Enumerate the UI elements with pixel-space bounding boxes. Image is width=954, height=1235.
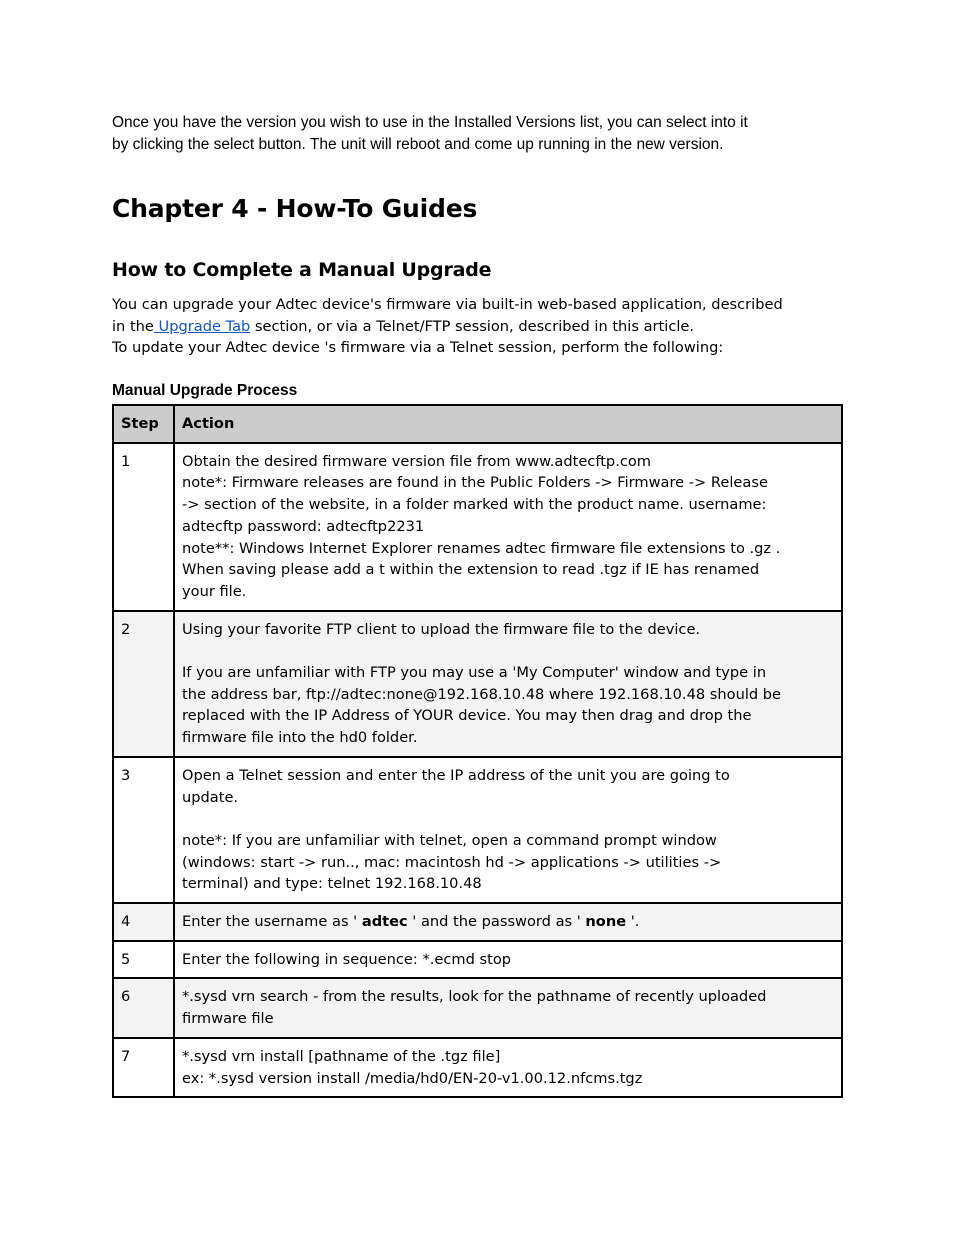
- chapter-title: Chapter 4 - How-To Guides: [112, 194, 478, 223]
- action-line: (windows: start -> run.., mac: macintosh hd -> applications -> utilities ->: [182, 853, 722, 871]
- step-action: [174, 1038, 842, 1097]
- step-action: [174, 978, 842, 1037]
- step-number: 7: [113, 1038, 174, 1097]
- step-number: 1: [113, 443, 174, 611]
- action-line: -> section of the website, in a folder marked with the product name. username:: [182, 496, 767, 514]
- action-line: When saving please add a t within the extension to read .tgz if IE has renamed: [182, 561, 760, 579]
- table-row: [113, 1038, 842, 1097]
- username-value: adtec: [361, 913, 408, 931]
- document-page: [112, 112, 844, 1087]
- action-line: *.sysd vrn install [pathname of the .tgz file]: [182, 1047, 501, 1065]
- step-action: [174, 443, 842, 611]
- action-line: the address bar, ftp://adtec:none@192.168.10.48 where 192.168.10.48 should be: [182, 685, 782, 703]
- table-row: [113, 611, 842, 757]
- body-line-2-after: section, or via a Telnet/FTP session, described in this article.: [250, 317, 695, 335]
- action-text: ' and the password as ': [407, 913, 586, 931]
- step-number: 6: [113, 978, 174, 1037]
- step-number: 4: [113, 903, 174, 941]
- step-action: [174, 941, 842, 979]
- action-line: your file.: [182, 582, 247, 600]
- action-line: ex: *.sysd version install /media/hd0/EN-20-v1.00.12.nfcms.tgz: [182, 1069, 643, 1087]
- table-row: [113, 757, 842, 903]
- step-action: [174, 611, 842, 757]
- action-line: replaced with the IP Address of YOUR device. You may then drag and drop the: [182, 707, 752, 725]
- action-line: terminal) and type: telnet 192.168.10.48: [182, 875, 482, 893]
- upgrade-steps-table: [112, 404, 843, 1098]
- body-line-1: You can upgrade your Adtec device's firmware via built-in web-based application, described: [112, 296, 783, 313]
- action-line: Enter the following in sequence: *.ecmd stop: [182, 950, 512, 968]
- action-column-header: Action: [174, 405, 842, 443]
- table-row: [113, 443, 842, 611]
- table-row: [113, 941, 842, 979]
- body-line-2-before: in the: [112, 317, 154, 335]
- table-row: [113, 978, 842, 1037]
- section-body: [112, 294, 852, 359]
- table-header-row: [113, 405, 842, 443]
- table-caption: Manual Upgrade Process: [112, 382, 298, 399]
- action-text: '.: [626, 913, 640, 931]
- action-line: Using your favorite FTP client to upload the firmware file to the device.: [182, 620, 701, 638]
- action-line: update.: [182, 788, 239, 806]
- upgrade-tab-link[interactable]: Upgrade Tab: [153, 317, 251, 335]
- step-number: 3: [113, 757, 174, 903]
- step-number: 5: [113, 941, 174, 979]
- action-line: *.sysd vrn search - from the results, look for the pathname of recently uploaded: [182, 988, 767, 1006]
- action-line: note*: If you are unfamiliar with telnet, open a command prompt window: [182, 831, 717, 849]
- step-column-header: Step: [113, 405, 174, 443]
- action-line: Open a Telnet session and enter the IP address of the unit you are going to: [182, 766, 730, 784]
- step-action: [174, 757, 842, 903]
- action-line: adtecftp password: adtecftp2231: [182, 517, 425, 535]
- step-action: [174, 903, 842, 941]
- section-title: How to Complete a Manual Upgrade: [112, 259, 492, 281]
- action-line: firmware file: [182, 1010, 274, 1028]
- action-line: If you are unfamiliar with FTP you may use a 'My Computer' window and type in: [182, 664, 767, 682]
- action-line: note**: Windows Internet Explorer renames adtec firmware file extensions to .gz .: [182, 539, 781, 557]
- table-row: [113, 903, 842, 941]
- intro-line-2: by clicking the select button. The unit will reboot and come up running in the new version.: [112, 136, 724, 153]
- intro-line-1: Once you have the version you wish to use in the Installed Versions list, you can select into it: [112, 114, 748, 131]
- action-line: Obtain the desired firmware version file from www.adtecftp.com: [182, 452, 652, 470]
- action-text: Enter the username as ': [182, 913, 362, 931]
- action-line: note*: Firmware releases are found in the Public Folders -> Firmware -> Release: [182, 474, 768, 492]
- action-line: firmware file into the hd0 folder.: [182, 729, 418, 747]
- body-line-3: To update your Adtec device 's firmware via a Telnet session, perform the following:: [112, 339, 724, 357]
- password-value: none: [585, 913, 627, 931]
- intro-paragraph: [112, 112, 844, 156]
- step-number: 2: [113, 611, 174, 757]
